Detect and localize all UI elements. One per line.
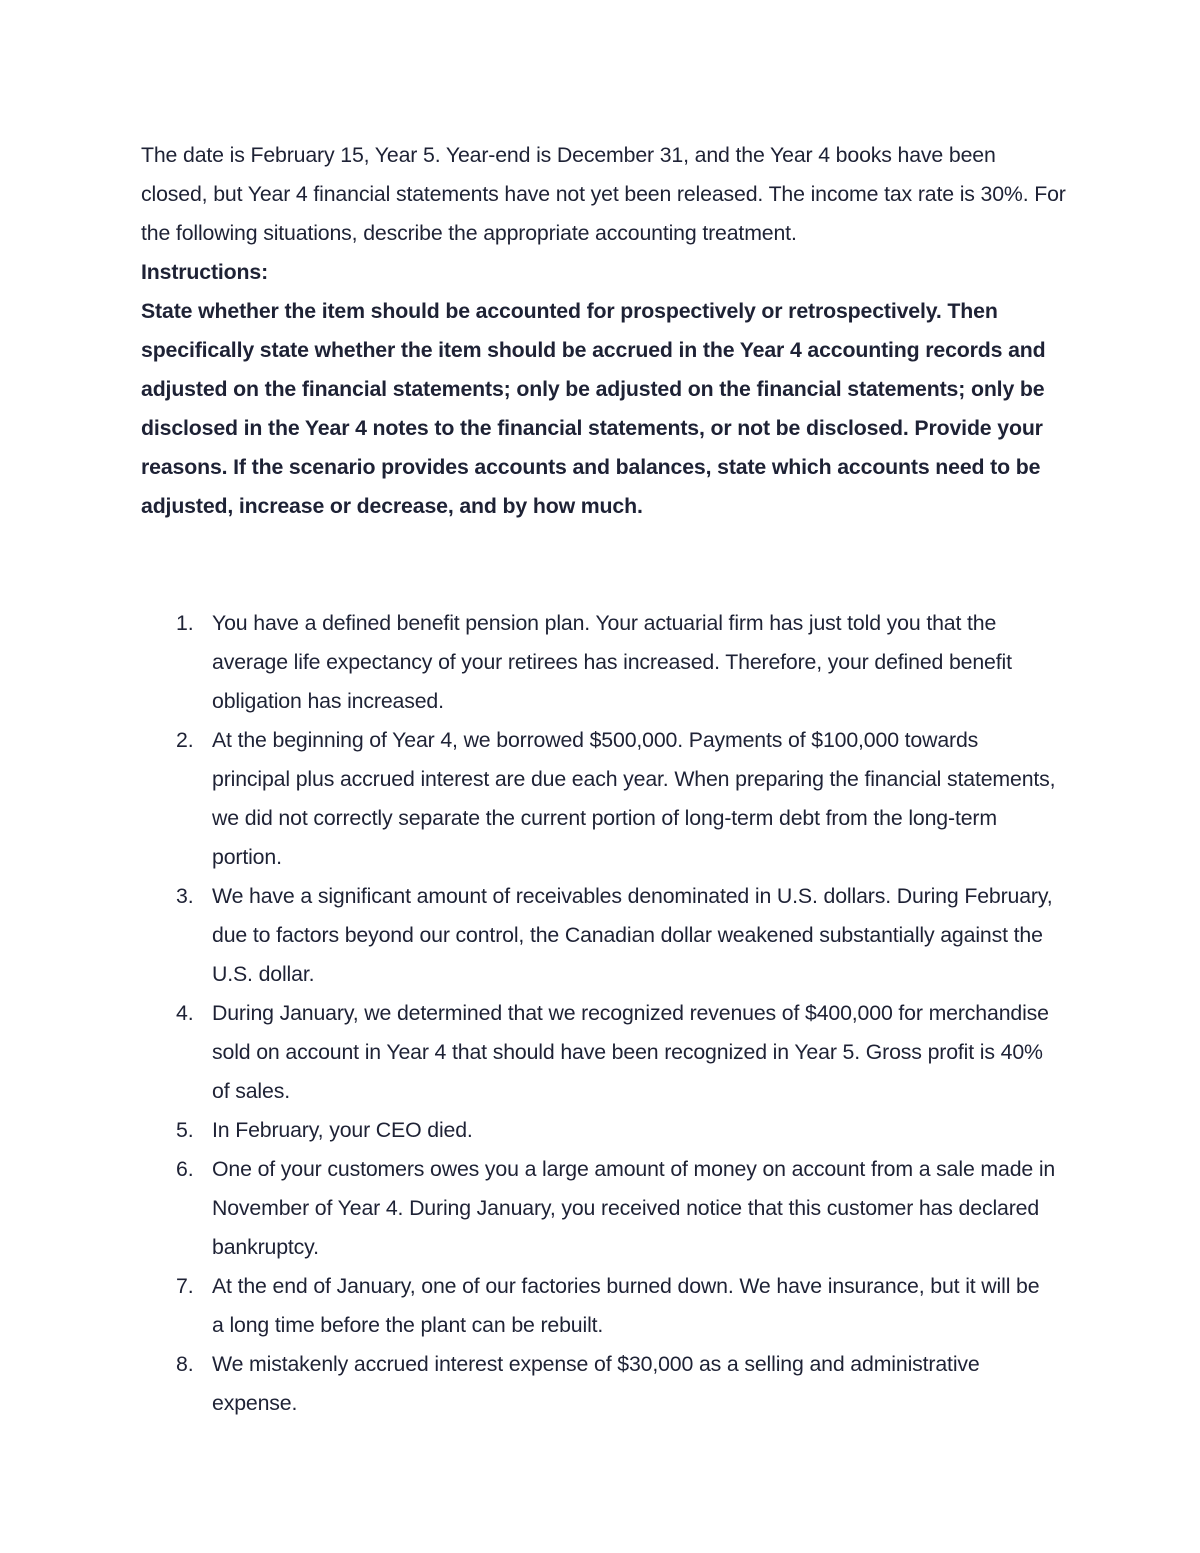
list-item <box>141 604 1066 721</box>
list-item <box>141 721 1066 877</box>
list-item-text: During January, we determined that we recognized revenues of $400,000 for merchandise sold on account in Year 4 that should have been recognized in Year 5. Gross profit is 40% of sales. <box>212 1001 1049 1103</box>
list-item-number: 5. <box>176 1118 194 1142</box>
list-item-text: In February, your CEO died. <box>212 1118 473 1142</box>
list-item-text: At the end of January, one of our factories burned down. We have insurance, but it will be a long time before the plant can be rebuilt. <box>212 1274 1040 1337</box>
list-item-number: 6. <box>176 1157 194 1181</box>
list-item-number: 8. <box>176 1352 194 1376</box>
list-item <box>141 994 1066 1111</box>
list-item <box>141 1267 1066 1345</box>
list-item <box>141 877 1066 994</box>
list-item-text: You have a defined benefit pension plan. Your actuarial firm has just told you that the average life expectancy of your retirees has increased. Therefore, your defined benefit obligation has increased. <box>212 611 1012 713</box>
instructions-heading: Instructions: <box>141 260 269 284</box>
list-item <box>141 1111 1066 1150</box>
list-item <box>141 1150 1066 1267</box>
list-item-text: We have a significant amount of receivables denominated in U.S. dollars. During February, due to factors beyond our control, the Canadian dollar weakened substantially against the U.S. dollar. <box>212 884 1053 986</box>
document-content <box>141 136 1066 1423</box>
intro-paragraph: The date is February 15, Year 5. Year-end is December 31, and the Year 4 books have been closed, but Year 4 financial statements have not yet been released. The income tax rate is 30%. For the following situations, describe the appropriate accounting treatment. <box>141 143 1066 245</box>
list-item-text: One of your customers owes you a large amount of money on account from a sale made in November of Year 4. During January, you received notice that this customer has declared bankruptcy. <box>212 1157 1056 1259</box>
list-item-number: 2. <box>176 728 194 752</box>
list-item-text: We mistakenly accrued interest expense of $30,000 as a selling and administrative expense. <box>212 1352 980 1415</box>
list-item-number: 3. <box>176 884 194 908</box>
section-spacer <box>141 526 1066 604</box>
questions-list <box>141 604 1066 1423</box>
list-item-number: 1. <box>176 611 194 635</box>
list-item-text: At the beginning of Year 4, we borrowed $500,000. Payments of $100,000 towards principal plus accrued interest are due each year. When preparing the financial statements, we did not correctly separate the current portion of long-term debt from the long-term portion. <box>212 728 1056 869</box>
list-item-number: 4. <box>176 1001 194 1025</box>
list-item-number: 7. <box>176 1274 194 1298</box>
list-item <box>141 1345 1066 1423</box>
instructions-body: State whether the item should be accounted for prospectively or retrospectively. Then specifically state whether the item should be accrued in the Year 4 accounting records and adjusted on the financial statements; only be adjusted on the financial statements; only be disclosed in the Year 4 notes to the financial statements, or not be disclosed. Provide your reasons. If the scenario provides accounts and balances, state which accounts need to be adjusted, increase or decrease, and by how much. <box>141 299 1046 518</box>
